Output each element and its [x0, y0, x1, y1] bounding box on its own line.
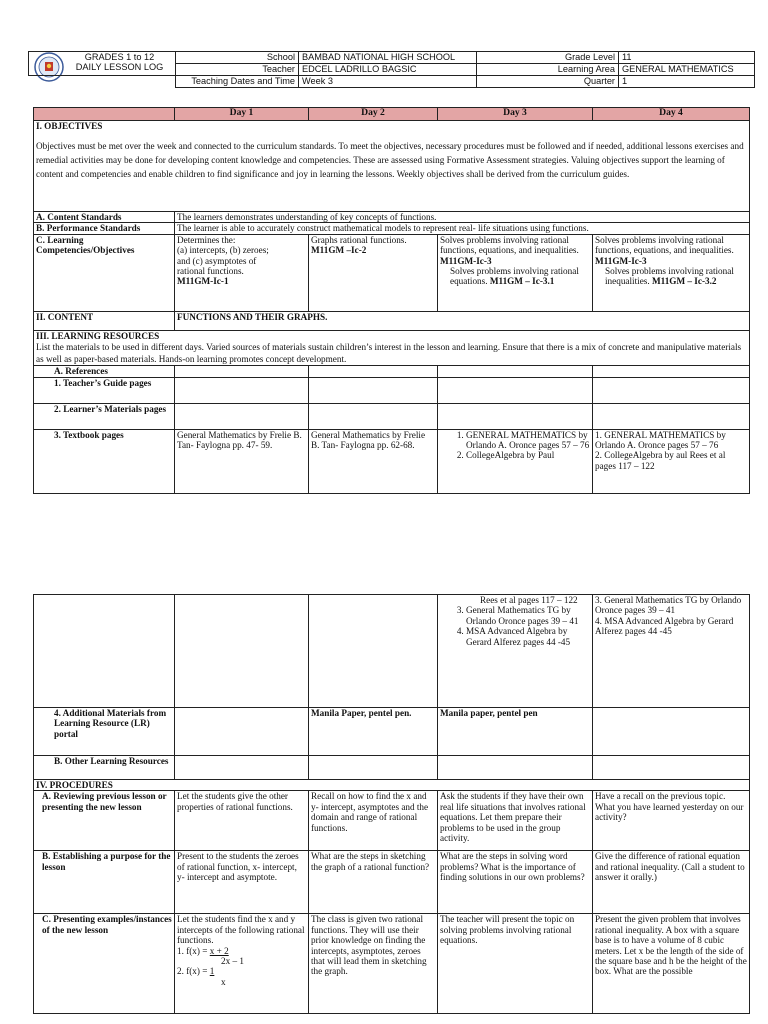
proc-b-label: B. Establishing a purpose for the lesson: [34, 851, 175, 914]
formula-2-denominator: x: [221, 976, 226, 987]
comp-day4-code: M11GM-Ic-3: [595, 255, 647, 266]
school-value: BAMBAD NATIONAL HIGH SCHOOL: [299, 52, 477, 64]
comp-day3-code2: M11GM – Ic-3.1: [489, 276, 555, 287]
grade-level-value: 11: [619, 52, 755, 64]
proc-a-day2: Recall on how to find the x and y- intercept, asymptotes and the domain and range of rational functions.: [309, 791, 438, 851]
content-standards-label: A. Content Standards: [34, 212, 175, 223]
comp-day1-line: and (c) asymptotes of: [177, 255, 257, 266]
proc-c-day4: Present the given problem that involves rational inequality. A box with a square base is to have a volume of 8 cubic meters. Let x be the length of the side of the square base and h be the height of the box. What are the possible: [593, 914, 750, 1014]
dates-label: Teaching Dates and Time: [176, 76, 299, 88]
performance-standards-text: The learner is able to accurately construct mathematical models to represent real- life situations using functions.: [175, 223, 750, 234]
textbook-day4-cont: [593, 595, 750, 708]
textbook-day3-item: 3. General Mathematics TG by Orlando Oronce pages 39 – 41: [466, 605, 590, 626]
tg-label: 1. Teacher’s Guide pages: [34, 377, 175, 403]
textbook-day3: [438, 429, 593, 493]
textbook-day4-item: 3. General Mathematics TG by Orlando Oronce pages 39 – 41: [595, 595, 742, 616]
day-header-4: Day 4: [593, 108, 750, 121]
additional-day2: Manila Paper, pentel pen.: [309, 708, 438, 756]
textbook-day4: [593, 429, 750, 493]
lesson-table-page2: [33, 594, 749, 1014]
comp-day4-text: Solves problems involving rational functions, equations, and inequalities.: [595, 234, 734, 256]
additional-day3: Manila paper, pentel pen: [438, 708, 593, 756]
school-label: School: [176, 52, 299, 64]
formula-2-numerator: 1: [209, 966, 215, 977]
lm-label: 2. Learner’s Materials pages: [34, 403, 175, 429]
references-label: A. References: [34, 366, 175, 377]
textbook-day4-item: 4. MSA Advanced Algebra by Gerard Alferez pages 44 -45: [595, 615, 734, 637]
performance-standards-label: B. Performance Standards: [34, 223, 175, 234]
blank-corner: [34, 108, 175, 121]
proc-c-day3: The teacher will present the topic on solving problems involving rational equations.: [438, 914, 593, 1014]
comp-day2-code: M11GM –Ic-2: [311, 245, 367, 256]
comp-day1-line: Determines the:: [177, 234, 236, 245]
objectives-heading: I. OBJECTIVES: [36, 121, 103, 131]
comp-day3-text2: Solves problems involving rational equations.: [450, 266, 579, 287]
comp-day1-line: (a) intercepts, (b) zeroes;: [177, 245, 269, 256]
textbook-day1: General Mathematics by Frelie B. Tan- Faylogna pp. 47- 59.: [175, 429, 309, 493]
proc-c-day1-text: Let the students find the x and y intercepts of the following rational functions.: [177, 914, 305, 946]
textbook-day4-item: 2. CollegeAlgebra by aul Rees et al pages 117 – 122: [595, 450, 726, 471]
quarter-label: Quarter: [477, 76, 619, 88]
proc-b-day1: Present to the students the zeroes of rational function, x- intercept, y- intercept and asymptote.: [175, 851, 309, 914]
comp-day2-text: Graphs rational functions.: [311, 234, 407, 245]
textbook-day3-cont: [438, 595, 593, 708]
additional-materials-label: 4. Additional Materials from Learning Resource (LR) portal: [34, 708, 175, 756]
day-header-1: Day 1: [175, 108, 309, 121]
proc-a-day3: Ask the students if they have their own real life situations that involves rational equations. Let them prepare their problems to be used in the group activity.: [438, 791, 593, 851]
proc-c-day2: The class is given two rational functions. They will use their prior knowledge on finding the intercepts, asymptotes, zeroes that will lead them in sketching the graph.: [309, 914, 438, 1014]
proc-b-day3: What are the steps in solving word problems? What is the importance of finding solutions in our own problems?: [438, 851, 593, 914]
proc-b-day4: Give the difference of rational equation and rational inequality. (Call a student to answer it orally.): [593, 851, 750, 914]
proc-a-day4: Have a recall on the previous topic. What you have learned yesterday on our activity?: [593, 791, 750, 851]
learning-area-value: GENERAL MATHEMATICS: [619, 64, 755, 76]
formula-2-prefix: 2. f(x) =: [177, 966, 210, 977]
resources-heading: III. LEARNING RESOURCES: [36, 330, 160, 341]
formula-1-denominator: 2x – 1: [221, 956, 244, 967]
content-text: FUNCTIONS AND THEIR GRAPHS.: [175, 311, 750, 330]
content-standards-text: The learners demonstrates understanding of key concepts of functions.: [175, 212, 750, 223]
grades-label: GRADES 1 to 12: [84, 52, 155, 62]
lesson-table-page1: [33, 107, 749, 494]
quarter-value: 1: [619, 76, 755, 88]
formula-1-prefix: 1. f(x) =: [177, 945, 210, 956]
competencies-day4: [593, 234, 750, 311]
log-title: DAILY LESSON LOG: [75, 62, 164, 72]
proc-a-day1: Let the students give the other properties of rational functions.: [175, 791, 309, 851]
day-header-3: Day 3: [438, 108, 593, 121]
competencies-day3: [438, 234, 593, 311]
procedures-heading: IV. PROCEDURES: [34, 780, 750, 791]
proc-a-label: A. Reviewing previous lesson or presenting the new lesson: [34, 791, 175, 851]
textbook-day3-item: 4. MSA Advanced Algebra by Gerard Alferez pages 44 -45: [466, 626, 590, 647]
proc-c-label: C. Presenting examples/instances of the new lesson: [34, 914, 175, 1014]
textbook-day4-item: 1. GENERAL MATHEMATICS by Orlando A. Oronce pages 57 – 76: [595, 429, 726, 451]
grade-level-label: Grade Level: [477, 52, 619, 64]
dates-value: Week 3: [299, 76, 477, 88]
teacher-label: Teacher: [176, 64, 299, 76]
content-label: II. CONTENT: [34, 311, 175, 330]
comp-day3-text: Solves problems involving rational functions, equations, and inequalities.: [440, 234, 579, 256]
objectives-text: Objectives must be met over the week and connected to the curriculum standards. To meet the objectives, necessary procedures must be followed and if needed, additional lessons exercises and remedial activities may be done for developing content knowledge and competencies. These are assessed using Formative Assessment strategies. Valuing objectives support the learning of content and competencies and enable children to find significance and joy in learning the lessons. Weekly objectives shall be derived from the curriculum guides.: [36, 141, 744, 179]
comp-day1-line: rational functions.: [177, 266, 244, 277]
textbook-day3-item: 1. GENERAL MATHEMATICS by Orlando A. Oronce pages 57 – 76: [466, 430, 590, 451]
resources-text: List the materials to be used in different days. Varied sources of materials sustain children’s interest in the lesson and learning. Ensure that there is a mix of concrete and manipulative materials as well as paper-based materials. Hands-on learning promotes concept development.: [36, 342, 742, 365]
day-header-2: Day 2: [309, 108, 438, 121]
proc-c-day1: [175, 914, 309, 1014]
comp-day4-text2: Solves problems involving rational inequalities.: [605, 266, 734, 287]
competencies-label: C. Learning Competencies/Objectives: [34, 234, 175, 311]
learning-area-label: Learning Area: [477, 64, 619, 76]
comp-day4-code2: M11GM – Ic-3.2: [651, 276, 717, 287]
textbook-day2: General Mathematics by Frelie B. Tan- Faylogna pp. 62-68.: [309, 429, 438, 493]
comp-day1-code: M11GM-Ic-1: [177, 276, 229, 287]
header-section: [28, 51, 754, 88]
teacher-value: EDCEL LADRILLO BAGSIC: [299, 64, 477, 76]
textbook-day3-item: 2. CollegeAlgebra by Paul: [466, 450, 590, 460]
formula-1-numerator: x + 2: [209, 945, 229, 956]
other-resources-label: B. Other Learning Resources: [34, 756, 175, 780]
comp-day3-code: M11GM-Ic-3: [440, 255, 492, 266]
textbook-day3-cont-text: Rees et al pages 117 – 122: [480, 595, 578, 605]
proc-b-day2: What are the steps in sketching the graph of a rational function?: [309, 851, 438, 914]
competencies-day2: [309, 234, 438, 311]
competencies-day1: [175, 234, 309, 311]
textbook-label: 3. Textbook pages: [34, 429, 175, 493]
